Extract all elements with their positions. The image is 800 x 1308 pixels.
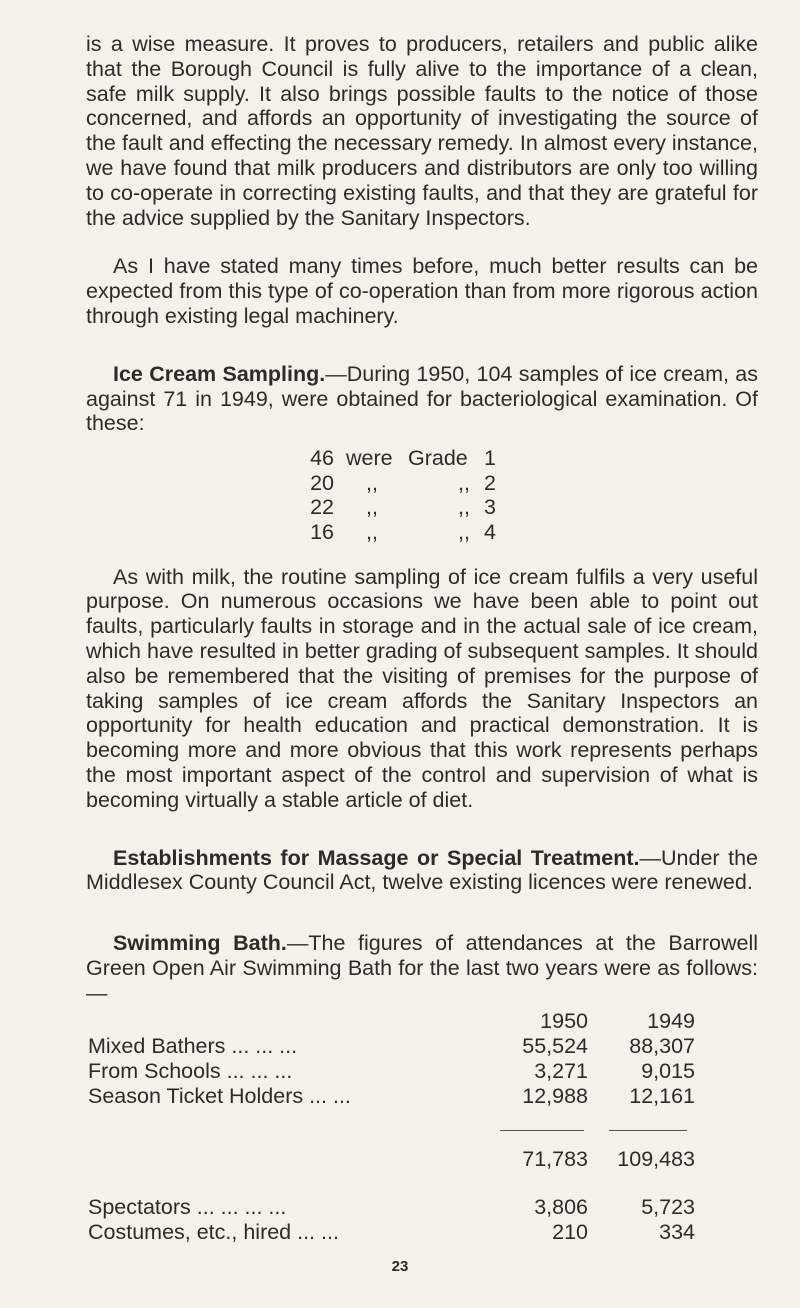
table-row	[86, 1220, 758, 1245]
grade-row	[86, 520, 758, 545]
table-row	[86, 1059, 758, 1084]
row-label: Season Ticket Holders	[88, 1083, 304, 1108]
value-1950: 12,988	[522, 1083, 588, 1108]
total-1950: 71,783	[522, 1146, 588, 1171]
grade-count: 46	[310, 446, 334, 471]
table-row	[86, 1034, 758, 1059]
paragraph-cooperation: As I have stated many times before, much better results can be expected from this type of co-operation than from more rigorous action through existing legal machinery.	[86, 254, 758, 328]
grade-were: ,,	[366, 519, 378, 544]
value-1949: 5,723	[641, 1195, 695, 1220]
grade-count: 22	[310, 495, 334, 520]
value-1949: 9,015	[641, 1059, 695, 1084]
grade-were: were	[346, 446, 393, 471]
grade-label: ,,	[458, 470, 470, 495]
total-row	[86, 1147, 758, 1172]
grade-row	[86, 446, 758, 471]
value-1949: 88,307	[629, 1034, 695, 1059]
leader-dots: ... ...	[303, 1083, 351, 1108]
grade-label: Grade	[408, 446, 468, 471]
col-1950-header: 1950	[540, 1009, 588, 1034]
leader-dots: ... ... ...	[225, 1034, 298, 1059]
value-1950: 3,271	[534, 1059, 588, 1084]
massage-text: —Under the Middlesex County Council Act, twelve existing licences were renewed.	[86, 845, 758, 895]
paragraph-massage	[86, 846, 758, 896]
row-label: Costumes, etc., hired	[88, 1220, 292, 1245]
grade-row	[86, 471, 758, 496]
rule-1949	[609, 1130, 687, 1131]
swimming-heading: Swimming Bath.	[113, 931, 287, 956]
grade-were: ,,	[366, 495, 378, 520]
rule-1950	[500, 1130, 584, 1131]
total-1949: 109,483	[617, 1146, 695, 1171]
ice-cream-text: —During 1950, 104 samples of ice cream, as against 71 in 1949, were obtained for bacteriological examination. Of these:	[86, 361, 758, 436]
swim-header-row	[86, 1009, 758, 1034]
grade-row	[86, 495, 758, 520]
row-label: Mixed Bathers	[88, 1034, 226, 1059]
grade-label: ,,	[458, 495, 470, 520]
value-1950: 3,806	[534, 1195, 588, 1220]
paragraph-swimming	[86, 931, 758, 1005]
paragraph-ice-cream-purpose: As with milk, the routine sampling of ice cream fulfils a very useful purpose. On numerous occasions we have been able to point out faults, particularly faults in storage and in the actual sale of ice cream, which have resulted in better grading of subsequent samples. It should also be remembered that the visiting of premises for the purpose of taking samples of ice cream affords the Sanitary Inspectors an opportunity for health education and practical demonstration. It is becoming more and more obvious that this work represents perhaps the most important aspect of the control and supervision of what is becoming virtually a stable article of diet.	[86, 564, 758, 812]
ice-cream-heading: Ice Cream Sampling.	[113, 361, 326, 386]
swimming-text: —The figures of attendances at the Barrowell Green Open Air Swimming Bath for the last two years were as follows:—	[86, 931, 758, 1005]
grade-were: ,,	[366, 470, 378, 495]
grade-count: 16	[310, 519, 334, 544]
row-label: From Schools	[88, 1059, 221, 1084]
grade-number: 3	[484, 495, 496, 520]
paragraph-milk-continued: is a wise measure. It proves to producers, retailers and public alike that the Borough Council is fully alive to the importance of a clean, safe milk supply. It also brings possible faults to the notice of those concerned, and affords an opportunity of investigating the source of the fault and effecting the necessary remedy. In almost every instance, we have found that milk producers and distributors are only too willing to co-operate in correcting existing faults, and that they are grateful for the advice supplied by the Sanitary Inspectors.	[86, 32, 758, 230]
leader-dots: ... ... ...	[220, 1059, 293, 1084]
grade-count: 20	[310, 470, 334, 495]
row-label: Spectators	[88, 1195, 191, 1220]
grade-number: 4	[484, 519, 496, 544]
leader-dots: ... ...	[291, 1220, 339, 1245]
swimming-table	[86, 1009, 758, 1245]
massage-heading: Establishments for Massage or Special Treatment.	[113, 845, 640, 870]
grade-label: ,,	[458, 519, 470, 544]
value-1950: 210	[552, 1220, 588, 1245]
table-row	[86, 1195, 758, 1220]
leader-dots: ... ... ... ...	[190, 1195, 287, 1220]
grade-table	[86, 446, 758, 544]
document-page	[86, 32, 758, 1245]
grade-number: 1	[484, 446, 496, 471]
value-1949: 12,161	[629, 1083, 695, 1108]
col-1949-header: 1949	[647, 1009, 695, 1034]
page-number: 23	[391, 1258, 409, 1275]
paragraph-ice-cream	[86, 362, 758, 436]
grade-number: 2	[484, 470, 496, 495]
value-1950: 55,524	[522, 1034, 588, 1059]
value-1949: 334	[659, 1220, 695, 1245]
table-row	[86, 1084, 758, 1109]
total-rule	[86, 1119, 758, 1143]
